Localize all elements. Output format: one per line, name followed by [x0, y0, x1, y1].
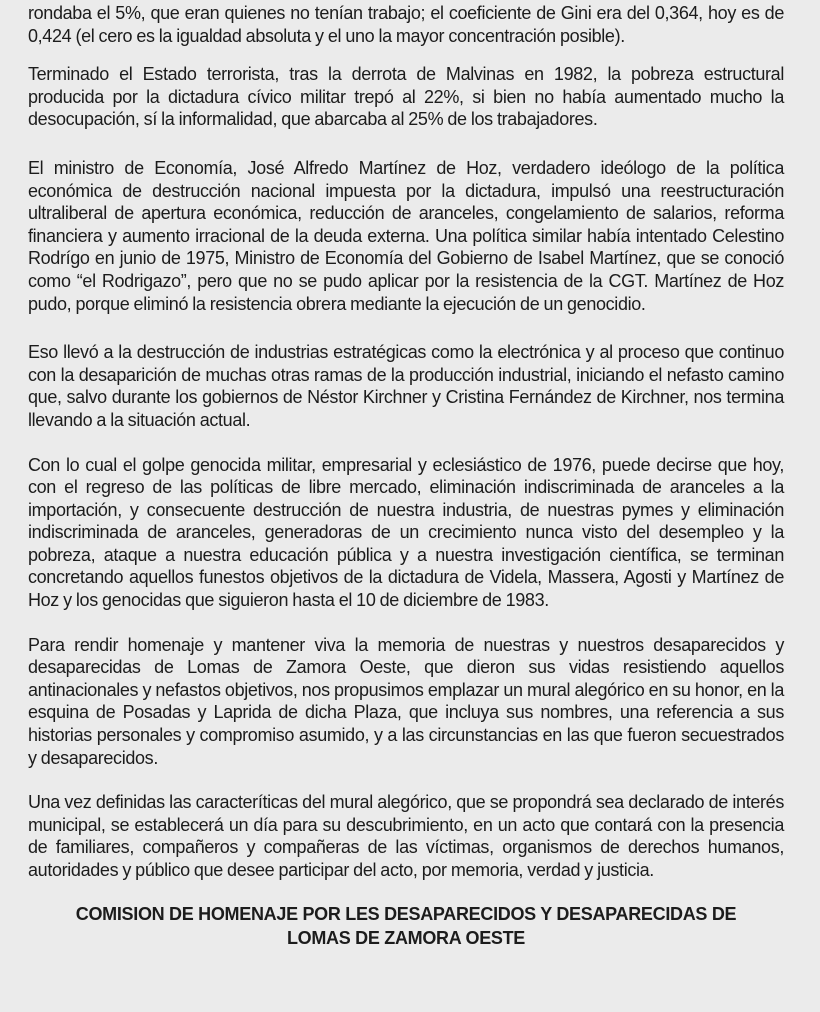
paragraph-martinez-de-hoz: El ministro de Economía, José Alfredo Martínez de Hoz, verdadero ideólogo de la política económica de destrucción nacional impuesta por la dictadura, impulsó una reestructuración ultraliberal de apertura económica, reducción de aranceles, congelamiento de salarios, reforma financiera y aumento irracional de la deuda externa. Una política similar había intentado Celestino Rodrígo en junio de 1975, Ministro de Economía del Gobierno de Isabel Martínez, que se conoció como “el Rodrigazo”, pero que no se pudo aplicar por la resistencia de la CGT. Martínez de Hoz pudo, porque eliminó la resistencia obrera mediante la ejecución de un genocidio. — [28, 157, 784, 314]
signature-heading — [28, 902, 784, 950]
signature-line-1: COMISION DE HOMENAJE POR LES DESAPARECIDOS Y DESAPARECIDAS DE — [75, 903, 737, 924]
paragraph-malvinas: Terminado el Estado terrorista, tras la derrota de Malvinas en 1982, la pobreza estructural producida por la dictadura cívico militar trepó al 22%, si bien no había aumentado mucho la desocupación, sí la informalidad, que abarcaba al 25% de los trabajadores. — [28, 64, 784, 130]
paragraph-gini: rondaba el 5%, que eran quienes no tenían trabajo; el coeficiente de Gini era del 0,364, hoy es de 0,424 (el cero es la igualdad absoluta y el uno la mayor concentración posible). — [28, 3, 784, 46]
paragraph-industria: Eso llevó a la destrucción de industrias estratégicas como la electrónica y al proceso que continuo con la desaparición de muchas otras ramas de la producción industrial, iniciando el nefasto camino que, salvo durante los gobiernos de Néstor Kirchner y Cristina Fernández de Kirchner, nos termina llevando a la situación actual. — [28, 342, 784, 430]
paragraph-mural: Una vez definidas las caracteríticas del mural alegórico, que se propondrá sea declarado de interés municipal, se establecerá un día para su descubrimiento, en un acto que contará con la presencia de familiares, compañeros y compañeras de las víctimas, organismos de derechos humanos, autoridades y público que desee participar del acto, por memoria, verdad y justicia. — [28, 792, 784, 880]
signature-line-2: LOMAS DE ZAMORA OESTE — [286, 927, 526, 948]
document-body — [28, 2, 784, 950]
paragraph-golpe-1976: Con lo cual el golpe genocida militar, empresarial y eclesiástico de 1976, puede decirse que hoy, con el regreso de las políticas de libre mercado, eliminación indiscriminada de aranceles a la importación, y consecuente destrucción de nuestra industria, de nuestras pymes y eliminación indiscriminada de aranceles, generadoras de un crecimiento nunca visto del desempleo y la pobreza, ataque a nuestra educación pública y a nuestra investigación científica, se terminan concretando aquellos funestos objetivos de la dictadura de Videla, Massera, Agosti y Martínez de Hoz y los genocidas que siguieron hasta el 10 de diciembre de 1983. — [28, 454, 784, 611]
paragraph-homenaje: Para rendir homenaje y mantener viva la memoria de nuestras y nuestros desaparecidos y desaparecidas de Lomas de Zamora Oeste, que dieron sus vidas resistiendo aquellos antinacionales y nefastos objetivos, nos propusimos emplazar un mural alegórico en su honor, en la esquina de Posadas y Laprida de dicha Plaza, que incluya sus nombres, una referencia a sus historias personales y compromiso asumido, y a las circunstancias en las que fueron secuestrados y desaparecidos. — [28, 634, 784, 768]
